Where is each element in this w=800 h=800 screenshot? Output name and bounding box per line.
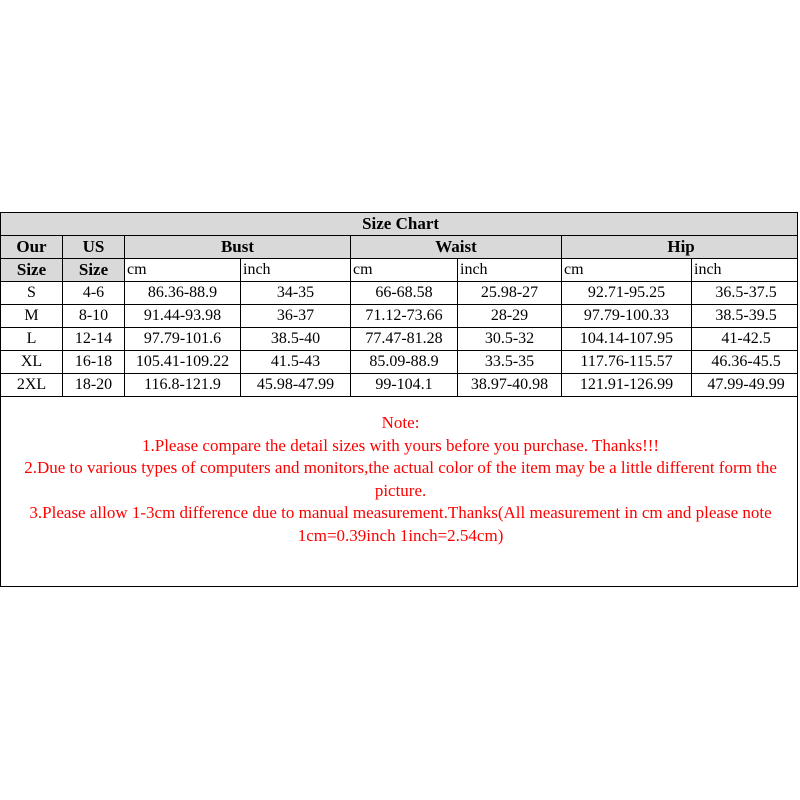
cell-hip-inch: 41-42.5 [692,328,799,351]
cell-hip-inch: 38.5-39.5 [692,305,799,328]
table-row [1,305,799,328]
hip-unit-cm: cm [562,259,692,282]
cell-us: 12-14 [63,328,125,351]
our-size-header-bottom: Size [1,259,63,282]
cell-bust-cm: 105.41-109.22 [125,351,241,374]
notes-block [1,397,798,547]
table-row [1,328,799,351]
cell-bust-inch: 36-37 [241,305,351,328]
cell-us: 4-6 [63,282,125,305]
cell-hip-cm: 117.76-115.57 [562,351,692,374]
table-row [1,282,799,305]
cell-bust-cm: 86.36-88.9 [125,282,241,305]
our-size-header-top: Our [1,236,63,259]
bust-unit-inch: inch [241,259,351,282]
note-heading: Note: [381,413,420,432]
cell-waist-cm: 99-104.1 [351,374,458,397]
header-row-2 [1,259,799,282]
cell-hip-inch: 47.99-49.99 [692,374,799,397]
cell-us: 16-18 [63,351,125,374]
cell-bust-cm: 91.44-93.98 [125,305,241,328]
cell-bust-inch: 38.5-40 [241,328,351,351]
hip-unit-inch: inch [692,259,799,282]
notes-cell [1,397,799,548]
hip-header: Hip [562,236,799,259]
cell-us: 18-20 [63,374,125,397]
cell-hip-cm: 104.14-107.95 [562,328,692,351]
cell-hip-inch: 36.5-37.5 [692,282,799,305]
cell-waist-inch: 30.5-32 [458,328,562,351]
cell-bust-cm: 116.8-121.9 [125,374,241,397]
table-title: Size Chart [1,213,799,236]
table-row [1,374,799,397]
size-chart-panel [0,212,798,587]
cell-bust-cm: 97.79-101.6 [125,328,241,351]
waist-unit-cm: cm [351,259,458,282]
note-line-2: 2.Due to various types of computers and monitors,the actual color of the item may be a little different form the picture. [24,458,777,500]
title-row [1,213,799,236]
cell-waist-cm: 77.47-81.28 [351,328,458,351]
note-line-1: 1.Please compare the detail sizes with yours before you purchase. Thanks!!! [142,435,660,455]
cell-waist-inch: 33.5-35 [458,351,562,374]
note-line-3: 3.Please allow 1-3cm difference due to manual measurement.Thanks(All measurement in cm and please note 1cm=0.39inch 1inch=2.54cm) [29,503,772,545]
us-size-header-bottom: Size [63,259,125,282]
cell-bust-inch: 41.5-43 [241,351,351,374]
cell-waist-inch: 25.98-27 [458,282,562,305]
cell-bust-inch: 34-35 [241,282,351,305]
size-chart-table [0,212,798,547]
us-size-header-top: US [63,236,125,259]
size-rows [1,282,799,397]
notes-row [1,397,799,548]
cell-us: 8-10 [63,305,125,328]
cell-our: XL [1,351,63,374]
cell-bust-inch: 45.98-47.99 [241,374,351,397]
cell-hip-cm: 97.79-100.33 [562,305,692,328]
cell-waist-inch: 38.97-40.98 [458,374,562,397]
waist-header: Waist [351,236,562,259]
cell-our: L [1,328,63,351]
header-row-1 [1,236,799,259]
bust-unit-cm: cm [125,259,241,282]
cell-hip-cm: 121.91-126.99 [562,374,692,397]
cell-our: S [1,282,63,305]
table-row [1,351,799,374]
cell-waist-cm: 71.12-73.66 [351,305,458,328]
bust-header: Bust [125,236,351,259]
cell-waist-cm: 85.09-88.9 [351,351,458,374]
cell-waist-inch: 28-29 [458,305,562,328]
cell-waist-cm: 66-68.58 [351,282,458,305]
cell-our: M [1,305,63,328]
cell-hip-inch: 46.36-45.5 [692,351,799,374]
cell-hip-cm: 92.71-95.25 [562,282,692,305]
cell-our: 2XL [1,374,63,397]
waist-unit-inch: inch [458,259,562,282]
